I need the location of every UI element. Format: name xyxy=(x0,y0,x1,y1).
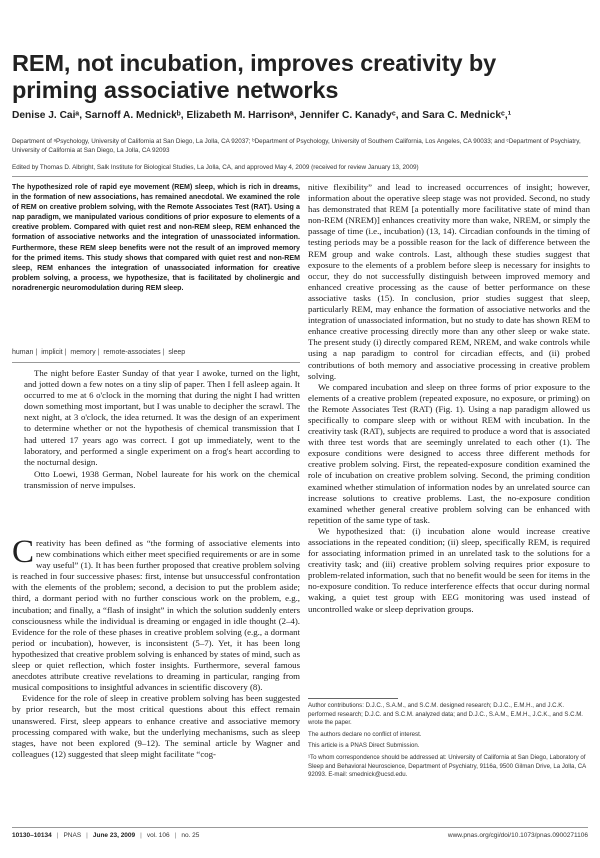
issue-number: no. 25 xyxy=(181,832,200,839)
footnote-divider xyxy=(308,698,398,699)
keyword: memory xyxy=(70,349,96,356)
body-paragraph: We compared incubation and sleep on three forms of prior exposure to the elements of a creative problem (repeated exposure, no exposure, or priming) on the Remote Associates Test (RAT) (Fig. 1). Using a nap paradigm allowed us specifically to compare sleep with or without REM with incubation. In the creativity task (RAT), subjects are required to produce a word that is associated with three test words that are seemingly unrelated to each other (1). The exposure conditions were designed to access three different methods for creative problem solving. First, the repeated-exposure condition examined the role of incubation on creative problem solving. Second, the priming condition examined whether stimulation of information nodes by an unrelated source can increase solutions to creative problems. Last, the no-exposure condition examined whether general creative problem solving can be enhanced with repetition of the same type of task. xyxy=(308,381,590,525)
keyword: human xyxy=(12,349,34,356)
submission-note: This article is a PNAS Direct Submission. xyxy=(308,742,420,750)
author-list: Denise J. Caiᵃ, Sarnoff A. Mednickᵇ, Elizabeth M. Harrisonᵃ, Jennifer C. Kanadyᶜ, and Sara C. Mednickᶜ,¹ xyxy=(12,110,512,121)
author-contributions: Author contributions: D.J.C., S.A.M., and S.C.M. designed research; D.J.C., E.M.H., and J.C.K. performed research; D.J.C. and S.C.M. analyzed data; and D.J.C., S.A.M., E.M.H., J.C.K., and S.C.M. wrote the paper. xyxy=(308,702,583,727)
volume: vol. 106 xyxy=(146,832,170,839)
keyword-divider xyxy=(12,362,300,363)
keyword: remote-associates xyxy=(103,349,161,356)
header-divider xyxy=(12,176,588,177)
epigraph xyxy=(24,368,300,491)
body-column-left xyxy=(12,534,300,760)
page-range: 10130–10134 xyxy=(12,832,52,839)
footer-divider xyxy=(12,827,588,828)
keyword: sleep xyxy=(168,349,186,356)
edited-by-line: Edited by Thomas D. Albright, Salk Institute for Biological Studies, La Jolla, CA, and approved May 4, 2009 (received for review January 13, 2009) xyxy=(12,164,419,171)
epigraph-quote: The night before Easter Sunday of that year I awoke, turned on the light, and jotted down a few notes on a tiny slip of paper. Then I fell asleep again. It occurred to me at 6 o'clock in the morning that during the night I had written down something most important, but I was unable to decipher the scrawl. The next night, at 3 o'clock, the idea returned. It was the design of an experiment to determine whether or not the hypothesis of chemical transmission that I had uttered 17 years ago was correct. I got up immediately, went to the laboratory, and performed a single experiment on a frog's heart according to the nocturnal design. xyxy=(24,368,300,467)
journal-name: PNAS xyxy=(63,832,82,839)
body-column-right xyxy=(308,182,590,615)
epigraph-attribution: Otto Loewi, 1938 German, Nobel laureate for his work on the chemical transmission of nerve impulses. xyxy=(24,468,300,490)
article-title: REM, not incubation, improves creativity by priming associative networks xyxy=(12,50,497,103)
issue-date: June 23, 2009 xyxy=(92,832,136,839)
keyword-list: human | implicit | memory | remote-associates | sleep xyxy=(12,349,186,356)
body-paragraph: We hypothesized that: (i) incubation alone would increase creative associations in the repeated condition; (ii) sleep, specifically REM, is required for associating information primed in an unrelated task to the solutions for a creativity task; and (iii) creative problem solving requires prior exposure to problem-related information, such that no benefit would be seen for items in the no-exposure condition. To reduce interference effects that occur during normal waking, a quiet test group with EEG monitoring was used instead of uncontrolled wake or sleep deprivation groups. xyxy=(308,525,590,614)
article-page: REM, not incubation, improves creativity by priming associative networks Denise J. Caiᵃ, Sarnoff A. Mednickᵇ, Elizabeth M. Harrisonᵃ, Jennifer C. Kanadyᶜ, and Sara C. Mednickᶜ,¹ Department of ᵃPsychology, University of California at San Diego, La Jolla, CA 92037; ᵇDepartment of Psychology, University of Southern California, Los Angeles, CA 90033; and ᶜDepartment of Psychiatry, University of California at San Diego, La Jolla, CA 92093 Edited by Thomas D. Albright, Salk Institute for Biological Studies, La Jolla, CA, and approved May 4, 2009 (received for review January 13, 2009) The hypothesized role of rapid eye movement (REM) sleep, which is rich in dreams, in the formation of new associations, has remained anecdotal. We examined the role of REM on creative problem solving, with the Remote Associates Test (RAT). Using a nap paradigm, we manipulated various conditions of prior exposure to elements of a creative problem. Compared with quiet rest and non-REM sleep, REM enhanced the formation of associative networks and the integration of unassociated information. Furthermore, these REM sleep benefits were not the result of an improved memory for the primed items. This study shows that compared with quiet rest and non-REM sleep, REM enhances the integration of unassociated information for creative problem solving, a process, we hypothesize, that is facilitated by cholinergic and noradrenergic neuromodulation during REM sleep. human | implicit | memory | remote-associates | sleep The night before Easter Sunday of that year I awoke, turned on the light, and jotted down a few notes on a tiny slip of paper. Then I fell asleep again. It occurred to me at 6 o'clock in the morning that during the night I had written down something most important, but I was unable to decipher the scrawl. The next night, at 3 o'clock, the idea returned. It was the design of an experiment to determine whether or not the hypothesis of chemical transmission that I had uttered 17 years ago was correct. I got up immediately, went to the laboratory, and performed a single experiment on a frog's heart according to the nocturnal design. Otto Loewi, 1938 German, Nobel laureate for his work on the chemical transmission of nerve impulses. Creativity has been defined as “the forming of associative elements into new combinations which either meet specified requirements or are in some way useful” (1). It has been further proposed that creative problem solving is reached in four successive phases: first, intense but unsuccessful confrontation with the elements of the problem; second, a decision to put the problem aside; third, a dormant period with no further conscious work on the problem, e.g., incubation; and finally, a “flash of insight” in which the solution suddenly enters consciousness while the individual is dreaming or engaged in idle thought (2–4). Evidence for the role of these phases in creative problem solving (e.g., a dormant period or incubation), however, is inconsistent (5–7). Yet, it has been long hypothesized that creative problem solving is enhanced by states of mind, such as sleep or quiet reflection, which foster insights. Furthermore, several famous anecdotes attribute creative revelations to dreaming in particular, ranging from musical compositions to insightful advances in scientific discovery (8). Evidence for the role of sleep in creative problem solving has been suggested by prior research, but the most critical questions about this effect remain unanswered. First, sleep appears to enhance creative and associative memory processing compared with wake, but the underlying mechanisms, such as sleep stages, have not been explored (9–12). The seminal article by Wagner and colleagues (12) suggested that sleep might facilitate “cog- nitive flexibility” and lead to increased occurrences of insight; however, information about the operative sleep stage was not provided. Second, no study has demonstrated that REM [a potentially more facilitative state of mind than non-REM (NREM)] enhances creativity more than wake, NREM, or simply the passage of time (i.e., incubation) (13, 14). Circadian confounds in the timing of testing periods may be a possible reason for the lack of difference between the REM group and wake controls. Last, although these studies suggest that exposure to the elements of a problem before sleep is necessary for insights to occur, they do not successfully distinguish between improved memory and enhanced creative processing as the cause of better performance on these associative tasks (15). In conclusion, prior studies suggest that sleep, particularly REM, may enhance the formation of associative networks and the integration of unassociated information, but no study to date has shown REM to enhance creative processing directly more than any other sleep or wake state. The present study (i) directly compared REM, NREM, and wake controls while using a nap paradigm to control for circadian effects, and (ii) probed contributions of both memory and associative processing in creative problem solving. We compared incubation and sleep on three forms of prior exposure to the elements of a creative problem (repeated exposure, no exposure, or priming) on the Remote Associates Test (RAT) (Fig. 1). Using a nap paradigm allowed us specifically to compare sleep with or without REM with incubation. In the creativity task (RAT), subjects are required to produce a word that is associated with three test words that are seemingly unrelated to each other (1). The exposure conditions were designed to access three different methods for creative problem solving. First, the repeated-exposure condition examined the role of incubation on creative problem solving. Second, the priming condition examined whether stimulation of information nodes by an unrelated source can increase solutions to creative problems. Last, the no-exposure condition examined whether general creative problem solving can be enhanced with repetition of the same type of task. We hypothesized that: (i) incubation alone would increase creative associations in the repeated condition; (ii) sleep, specifically REM, is required for associating information primed in an unrelated task to the solutions for a creativity task; and (iii) creative problem solving requires prior exposure to problem-related information, such that no benefit would be seen for items in the no-exposure condition. To reduce interference effects that occur during normal waking, a quiet test group with EEG monitoring was used instead of uncontrolled wake or sleep deprivation groups. Author contributions: D.J.C., S.A.M., and S.C.M. designed research; D.J.C., E.M.H., and J.C.K. performed research; D.J.C. and S.C.M. analyzed data; and D.J.C., S.A.M., E.M.H., J.C.K., and S.C.M. wrote the paper. The authors declare no conflict of interest. This article is a PNAS Direct Submission. ¹To whom correspondence should be addressed at: University of California at San Diego, Laboratory of Sleep and Behavioral Neuroscience, Department of Psychiatry, 9116a, 9500 Gilman Drive, La Jolla, CA 92093. E-mail: smednick@ucsd.edu. 10130–10134 | PNAS | June 23, 2009 | vol. 106 | no. 25 www.pnas.org/cgi/doi/10.1073/pnas.0900271106 xyxy=(12,50,590,839)
abstract: The hypothesized role of rapid eye movement (REM) sleep, which is rich in dreams, in the formation of new associations, has remained anecdotal. We examined the role of REM on creative problem solving, with the Remote Associates Test (RAT). Using a nap paradigm, we manipulated various conditions of prior exposure to elements of a creative problem. Compared with quiet rest and non-REM sleep, REM enhanced the formation of associative networks and the integration of unassociated information. Furthermore, these REM sleep benefits were not the result of an improved memory for the primed items. This study shows that compared with quiet rest and non-REM sleep, REM enhances the integration of unassociated information for creative problem solving, a process, we hypothesize, that is facilitated by cholinergic and noradrenergic neuromodulation during REM sleep. xyxy=(12,183,300,292)
intro-text: reativity has been defined as “the forming of associative elements into new combinations which either meet specified requirements or are in some way useful” (1). It has been further proposed that creative problem solving is reached in four successive phases: first, intense but unsuccessful confrontation with the elements of the problem; second, a decision to put the problem aside; third, a dormant period with no further conscious work on the problem, e.g., incubation; and finally, a “flash of insight” in which the solution suddenly enters consciousness while the individual is dreaming or engaged in idle thought (2–4). Evidence for the role of these phases in creative problem solving (e.g., a dormant period or incubation), however, is inconsistent (5–7). Yet, it has been long hypothesized that creative problem solving is enhanced by states of mind, such as sleep or quiet reflection, which foster insights. Furthermore, several famous anecdotes attribute creative revelations to dreaming in particular, ranging from musical compositions to insightful advances in scientific discovery (8). xyxy=(12,538,300,693)
conflict-statement: The authors declare no conflict of interest. xyxy=(308,730,422,738)
doi-link[interactable]: www.pnas.org/cgi/doi/10.1073/pnas.0900271106 xyxy=(447,832,588,839)
footnotes xyxy=(308,702,590,783)
correspondence-note: ¹To whom correspondence should be addressed at: University of California at San Diego, Laboratory of Sleep and Behavioral Neuroscience, Department of Psychiatry, 9116a, 9500 Gilman Drive, La Jolla, CA 92093. E-mail: smednick@ucsd.edu. xyxy=(308,753,586,779)
intro-paragraph xyxy=(12,534,300,693)
body-paragraph: nitive flexibility” and lead to increased occurrences of insight; however, information about the operative sleep stage was not provided. Second, no study has demonstrated that REM [a potentially more facilitative state of mind than non-REM (NREM)] enhances creativity more than wake, NREM, or simply the passage of time (i.e., incubation) (13, 14). Circadian confounds in the timing of testing periods may be a possible reason for the lack of difference between the REM group and wake controls. Last, although these studies suggest that exposure to the elements of a problem before sleep is necessary for insights to occur, they do not successfully distinguish between improved memory and enhanced creative processing as the cause of better performance on these associative tasks (15). In conclusion, prior studies suggest that sleep, particularly REM, may enhance the formation of associative networks and the integration of unassociated information, but no study to date has shown REM to enhance creative processing directly more than any other sleep or wake state. The present study (i) directly compared REM, NREM, and wake controls while using a nap paradigm to control for circadian effects, and (ii) probed contributions of both memory and associative processing in creative problem solving. xyxy=(308,182,590,381)
keyword: implicit xyxy=(41,349,63,356)
body-paragraph: Evidence for the role of sleep in creative problem solving has been suggested by prior research, but the most critical questions about this effect remain unanswered. First, sleep appears to enhance creative and associative memory processing compared with wake, but the underlying mechanisms, such as sleep stages, have not been explored (9–12). The seminal article by Wagner and colleagues (12) suggested that sleep might facilitate “cog- xyxy=(12,693,300,759)
affiliations: Department of ᵃPsychology, University of California at San Diego, La Jolla, CA 92037; ᵇDepartment of Psychology, University of Southern California, Los Angeles, CA 90033; and ᶜDepartment of Psychiatry, University of California at San Diego, La Jolla, CA 92093 xyxy=(12,138,581,154)
drop-cap: C xyxy=(12,534,35,570)
